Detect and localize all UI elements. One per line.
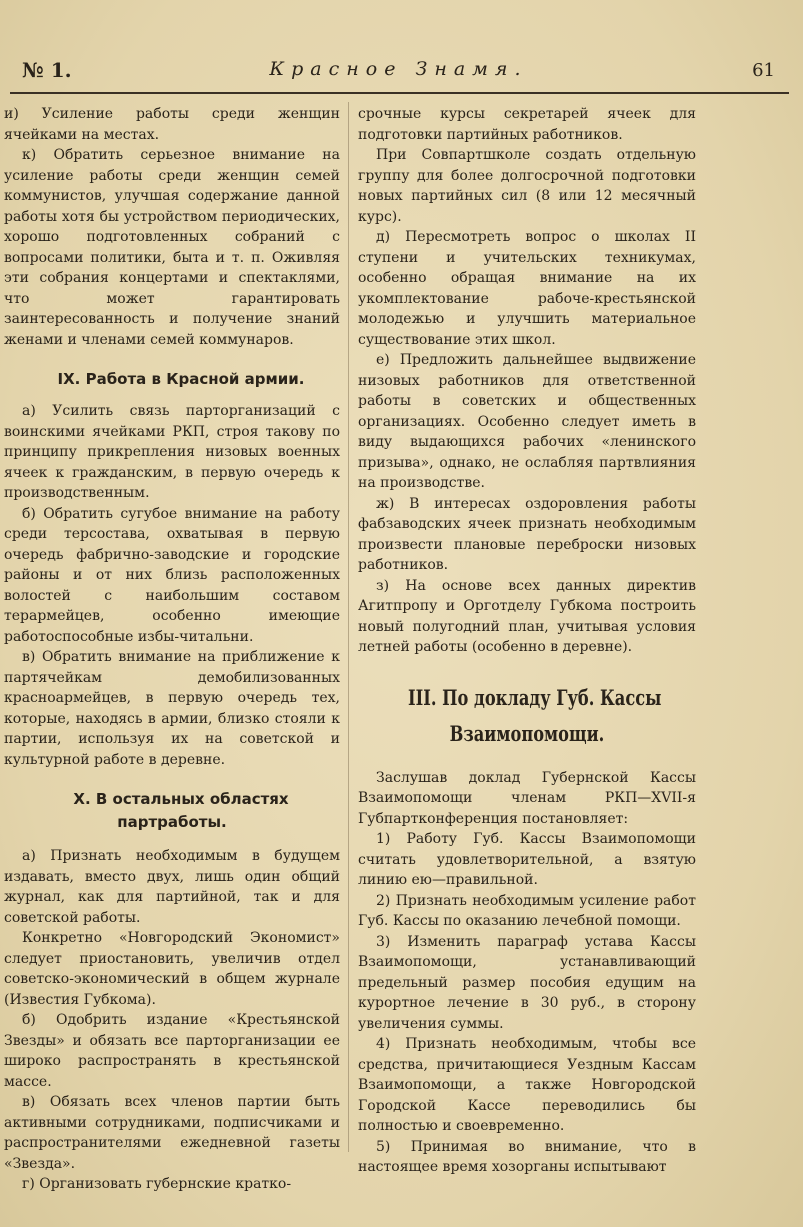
journal-title: Красное Знамя. <box>269 58 528 80</box>
paragraph: 3) Изменить параграф устава Кассы Взаимопомощи, устанавливающий предельный размер пособия едущим на курортное лечение в 30 руб., в сторону увеличения суммы. <box>358 933 696 1032</box>
paragraph: а) Усилить связь парторганизаций с воинскими ячейками РКП, строя такову по принципу прикрепления низовых военных ячеек к гражданским, в первую очередь к производственным. <box>4 403 340 501</box>
column-divider <box>348 102 349 1152</box>
paragraph: б) Обратить сугубое внимание на работу среди терсостава, охватывая в первую очередь фабрично-заводские и городские районы и от них близь расположенных волостей с наибольшим составом терармейцев, особенно имеющие работоспособные избы-читальни. <box>4 505 340 645</box>
paragraph: б) Одобрить издание «Крестьянской Звезды» и обязать все парторганизации ее широко распространять в крестьянской массе. <box>4 1012 340 1090</box>
paragraph: г) Организовать губернские кратко- <box>22 1176 292 1192</box>
paragraph: к) Обратить серьезное внимание на усиление работы среди женщин семей коммунистов, улучшая содержание данной работы хотя бы устройством периодических, хорошо подготовленных собраний с вопросами политики, быта и т. п. Оживляя эти собрания концертами и спектаклями, что может гарантировать заинтересованность и получение знаний женами и членами семей коммунаров. <box>4 147 340 348</box>
paragraph: Конкретно «Новгородский Экономист» следует приостановить, увеличив отдел советско-экономический в общем журнале (Известия Губкома). <box>4 930 340 1008</box>
paragraph: 5) Принимая во внимание, что в настоящее время хозорганы испытывают <box>358 1138 696 1175</box>
paragraph: 2) Признать необходимым усиление работ Губ. Кассы по оказанию лечебной помощи. <box>358 892 696 929</box>
paragraph: з) На основе всех данных директив Агитпропу и Орготделу Губкома построить новый полугодний план, учитывая условия летней работы (особенно в деревне). <box>358 577 696 655</box>
paragraph: д) Пересмотреть вопрос о школах II ступени и учительских техникумах, особенно обращая внимание на их укомплектование рабоче-крестьянской молодежью и улучшить материальное существование этих школ. <box>358 229 696 348</box>
paragraph: Заслушав доклад Губернской Кассы Взаимопомощи членам РКП—XVII-я Губпартконференция постановляет: <box>358 769 696 827</box>
paragraph: 4) Признать необходимым, чтобы все средства, причитающиеся Уездным Кассам Взаимопомощи, а также Новгородской Городской Кассе переводились бы полностью и своевременно. <box>358 1036 696 1134</box>
paragraph: срочные курсы секретарей ячеек для подготовки партийных работников. <box>358 106 696 143</box>
left-column <box>4 104 340 1195</box>
section-heading: X. В остальных областях партработы. <box>73 790 289 831</box>
section-heading: III. По докладу Губ. Кассы Взаимопомощи. <box>408 684 662 746</box>
paragraph: в) Обязать всех членов партии быть активными сотрудниками, подписчиками и распространителями ежедневной газеты «Звезда». <box>4 1094 340 1172</box>
paragraph: е) Предложить дальнейшее выдвижение низовых работников для ответственной работы в советских и общественных организациях. Особенно следует иметь в виду выдающихся рабочих «ленинского призыва», однако, не ослабляя партвлияния на производстве. <box>358 352 696 491</box>
issue-number: № 1. <box>22 58 72 82</box>
paragraph: При Совпартшколе создать отдельную группу для более долгосрочной подготовки новых партийных сил (8 или 12 месячный курс). <box>358 147 696 225</box>
paragraph: ж) В интересах оздоровления работы фабзаводских ячеек признать необходимым произвести плановые переброски низовых работников. <box>358 495 696 573</box>
header-rule <box>10 92 789 94</box>
right-column <box>358 104 696 1178</box>
paragraph: а) Признать необходимым в будущем издавать, вместо двух, лишь один общий журнал, как для партийной, так и для советской работы. <box>4 848 340 926</box>
section-heading: IX. Работа в Красной армии. <box>57 370 305 388</box>
paragraph: 1) Работу Губ. Кассы Взаимопомощи считать удовлетворительной, а взятую линию ею—правильной. <box>358 831 696 888</box>
paragraph: и) Усиление работы среди женщин ячейками на местах. <box>4 106 340 143</box>
page-number: 61 <box>752 60 775 81</box>
page-header <box>22 58 775 88</box>
paragraph: в) Обратить внимание на приближение к партячейкам демобилизованных красноармейцев, в первую очередь тех, которые, находясь в армии, близко стояли к партии, используя их на советской и культурной работе в деревне. <box>4 649 340 768</box>
